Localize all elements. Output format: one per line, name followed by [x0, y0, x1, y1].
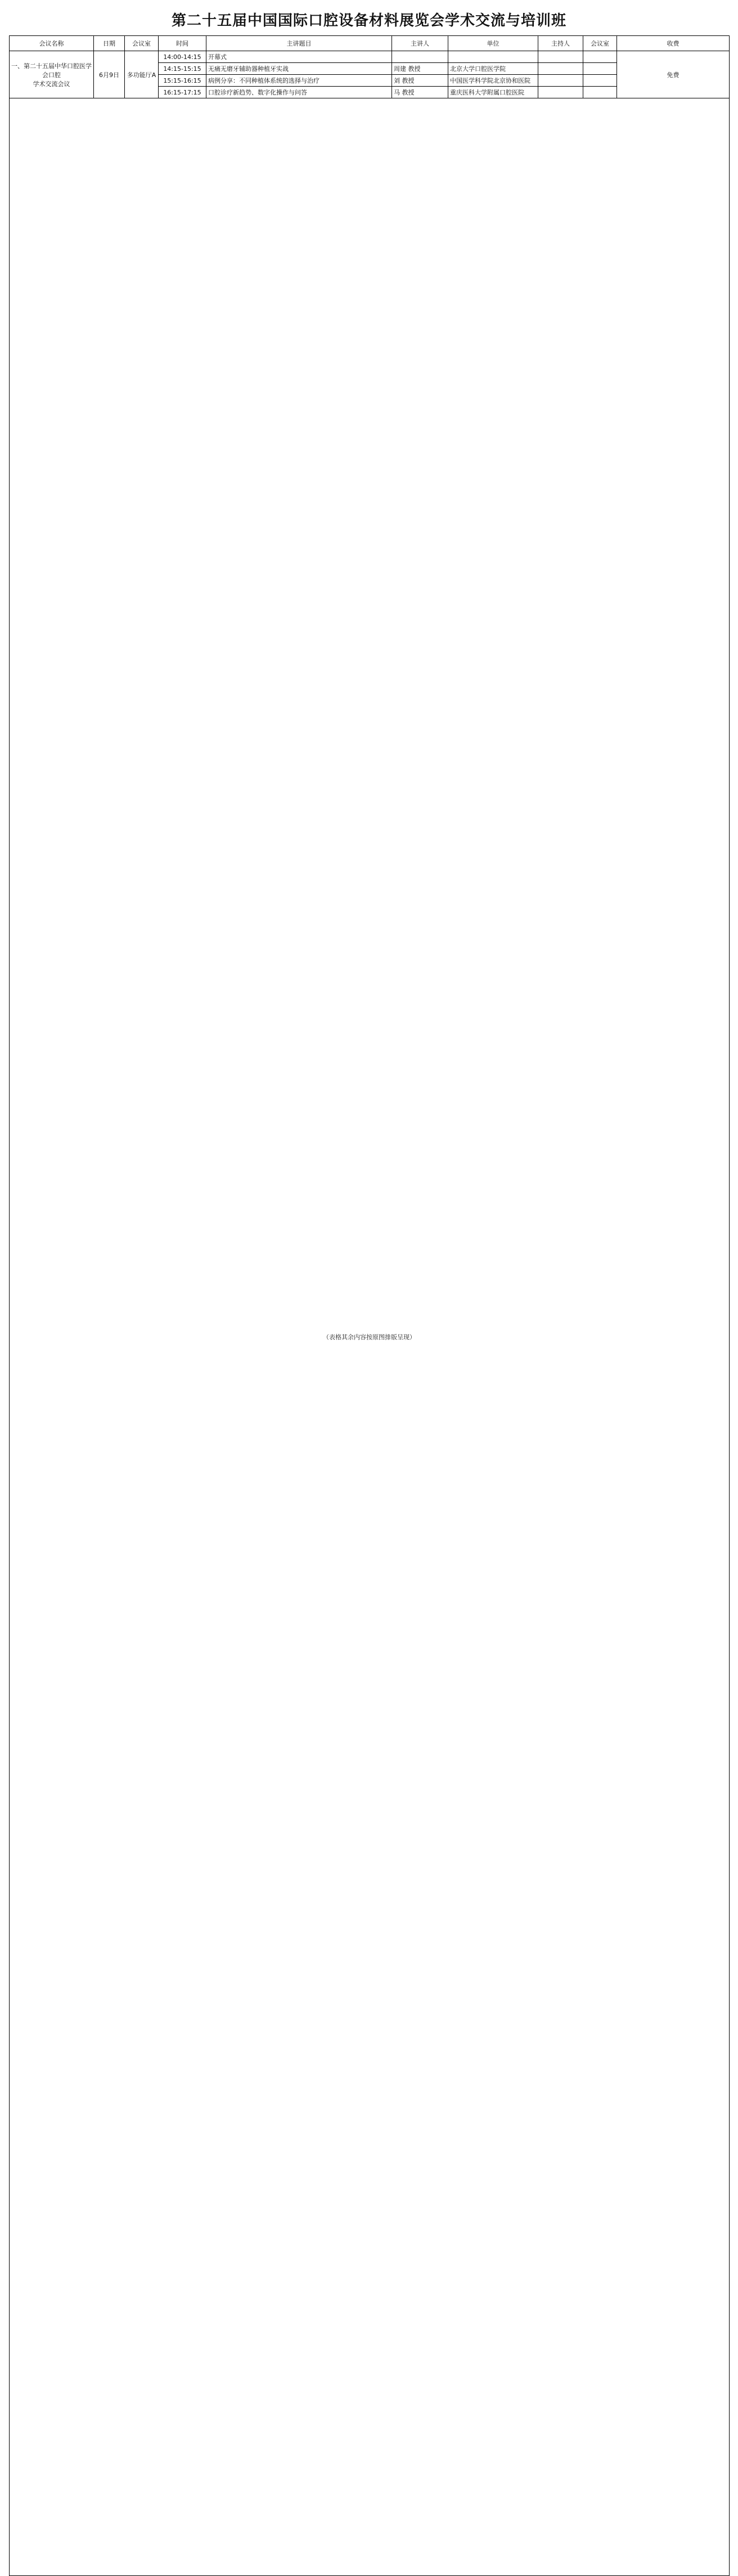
- row-topic: 病例分享：不同种植体系统的选择与治疗: [206, 75, 392, 87]
- row-room2: [583, 63, 617, 75]
- row-time: 15:15-16:15: [159, 75, 206, 87]
- row-org: [448, 51, 538, 63]
- col-header-room: 会议室: [125, 36, 159, 51]
- row-time: 16:15-17:15: [159, 87, 206, 98]
- session-date: 6月9日: [94, 51, 125, 98]
- document-page: [9, 0, 729, 2576]
- col-header-date: 日期: [94, 36, 125, 51]
- row-org: 北京大学口腔医学院: [448, 63, 538, 75]
- row-topic: 口腔诊疗新趋势、数字化操作与问答: [206, 87, 392, 98]
- col-header-speaker: 主讲人: [392, 36, 448, 51]
- table-filler-row: [10, 98, 730, 2576]
- table-filler: （表格其余内容按原图排版呈现）: [10, 98, 730, 2576]
- row-room2: [583, 51, 617, 63]
- table-header-row: [10, 36, 730, 51]
- row-topic: 无痛无磨牙辅助器种植牙实战: [206, 63, 392, 75]
- row-fee: 免费: [617, 51, 730, 98]
- table-row: [10, 51, 730, 63]
- row-speaker: 周建 教授: [392, 63, 448, 75]
- row-room2: [583, 75, 617, 87]
- col-header-session: 会议名称: [10, 36, 94, 51]
- row-time: 14:00-14:15: [159, 51, 206, 63]
- row-org: 重庆医科大学附属口腔医院: [448, 87, 538, 98]
- row-host: [538, 75, 583, 87]
- row-time: 14:15-15:15: [159, 63, 206, 75]
- col-header-host: 主持人: [538, 36, 583, 51]
- session-name: 一、第二十五届中华口腔医学会口腔 学术交流会议: [10, 51, 94, 98]
- row-speaker: 刘 教授: [392, 75, 448, 87]
- row-speaker: [392, 51, 448, 63]
- col-header-fee: 收费: [617, 36, 730, 51]
- col-header-org: 单位: [448, 36, 538, 51]
- col-header-time: 时间: [159, 36, 206, 51]
- row-host: [538, 87, 583, 98]
- row-host: [538, 51, 583, 63]
- row-speaker: 马 教授: [392, 87, 448, 98]
- row-host: [538, 63, 583, 75]
- schedule-table: [9, 35, 730, 2576]
- row-topic: 开幕式: [206, 51, 392, 63]
- session-room: 多功能厅A: [125, 51, 159, 98]
- col-header-topic: 主讲题目: [206, 36, 392, 51]
- page-title: 第二十五届中国国际口腔设备材料展览会学术交流与培训班: [171, 12, 566, 29]
- row-room2: [583, 87, 617, 98]
- col-header-room2: 会议室: [583, 36, 617, 51]
- row-org: 中国医学科学院北京协和医院: [448, 75, 538, 87]
